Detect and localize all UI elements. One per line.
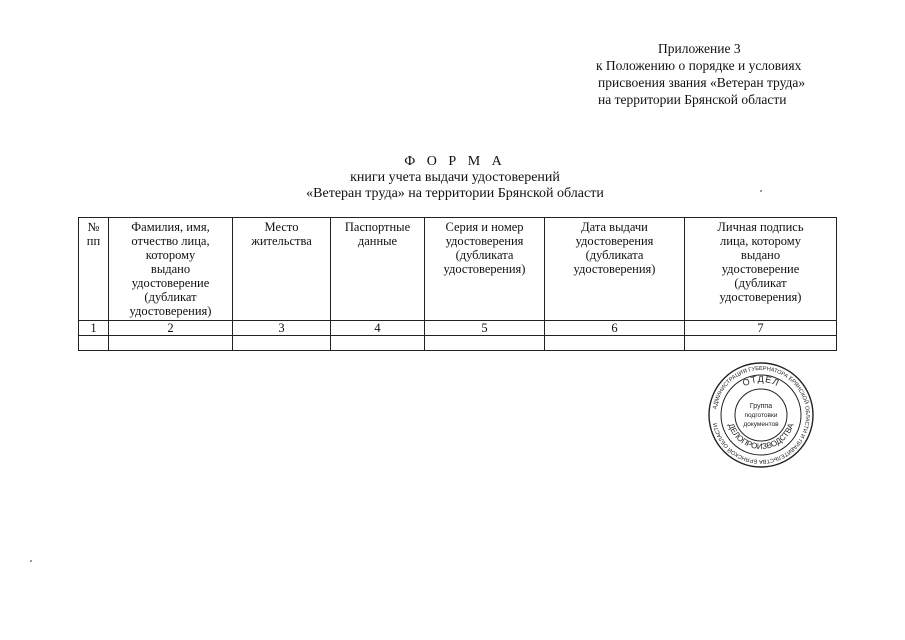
- column-number-row: [79, 321, 837, 336]
- stamp-department-top: ОТДЕЛ: [740, 373, 782, 389]
- annex-title: присвоения звания «Ветеран труда»: [598, 75, 806, 90]
- stamp-ring-text: АДМИНИСТРАЦИЯ ГУБЕРНАТОРА БРЯНСКОЙ ОБЛАСТИ И ПРАВИТЕЛЬСТВА БРЯНСКОЙ ОБЛАСТИ: [712, 365, 811, 465]
- table-row: [79, 336, 837, 351]
- table-cell: [545, 336, 685, 351]
- stamp-center-line3: документов: [743, 421, 779, 428]
- table-header-row: [79, 218, 837, 321]
- ledger-table: [78, 217, 837, 351]
- form-title: Ф О Р М А: [404, 154, 506, 169]
- table-cell: [109, 336, 233, 351]
- column-number: 4: [331, 321, 425, 336]
- stamp-department-bottom: ДЕЛОПРОИЗВОДСТВА: [726, 422, 796, 452]
- form-subtitle-line1: книги учета выдачи удостоверений: [350, 170, 560, 185]
- stamp-seal-icon: [693, 362, 829, 468]
- table-cell: [425, 336, 545, 351]
- form-subtitle-line2: «Ветеран труда» на территории Брянской области: [306, 186, 604, 201]
- column-number: 5: [425, 321, 545, 336]
- official-stamp: [693, 362, 829, 468]
- scan-speck: [760, 190, 762, 192]
- column-number: 2: [109, 321, 233, 336]
- column-number: 7: [685, 321, 837, 336]
- stamp-center-line1: Группа: [749, 403, 773, 410]
- form-heading: [255, 154, 655, 202]
- column-header-certificate-series: Серия и номер удостоверения (дубликата удостоверения): [425, 218, 545, 321]
- annex-reference: к Положению о порядке и условиях: [596, 58, 802, 73]
- table-cell: [79, 336, 109, 351]
- annex-number: Приложение 3: [658, 41, 741, 56]
- column-header-issue-date: Дата выдачи удостоверения (дубликата удостоверения): [545, 218, 685, 321]
- column-header-passport: Паспортные данные: [331, 218, 425, 321]
- table-cell: [331, 336, 425, 351]
- table-cell: [685, 336, 837, 351]
- column-header-residence: Место жительства: [233, 218, 331, 321]
- column-header-signature: Личная подпись лица, которому выдано удостоверение (дубликат удостоверения): [685, 218, 837, 321]
- column-header-full-name: Фамилия, имя, отчество лица, которому выдано удостоверение (дубликат удостоверения): [109, 218, 233, 321]
- column-number: 3: [233, 321, 331, 336]
- annex-header: [596, 40, 876, 108]
- scan-speck: [30, 560, 32, 562]
- annex-region: на территории Брянской области: [598, 92, 787, 107]
- table-cell: [233, 336, 331, 351]
- column-number: 6: [545, 321, 685, 336]
- column-header-number: № пп: [79, 218, 109, 321]
- stamp-center-line2: подготовки: [744, 412, 778, 419]
- column-number: 1: [79, 321, 109, 336]
